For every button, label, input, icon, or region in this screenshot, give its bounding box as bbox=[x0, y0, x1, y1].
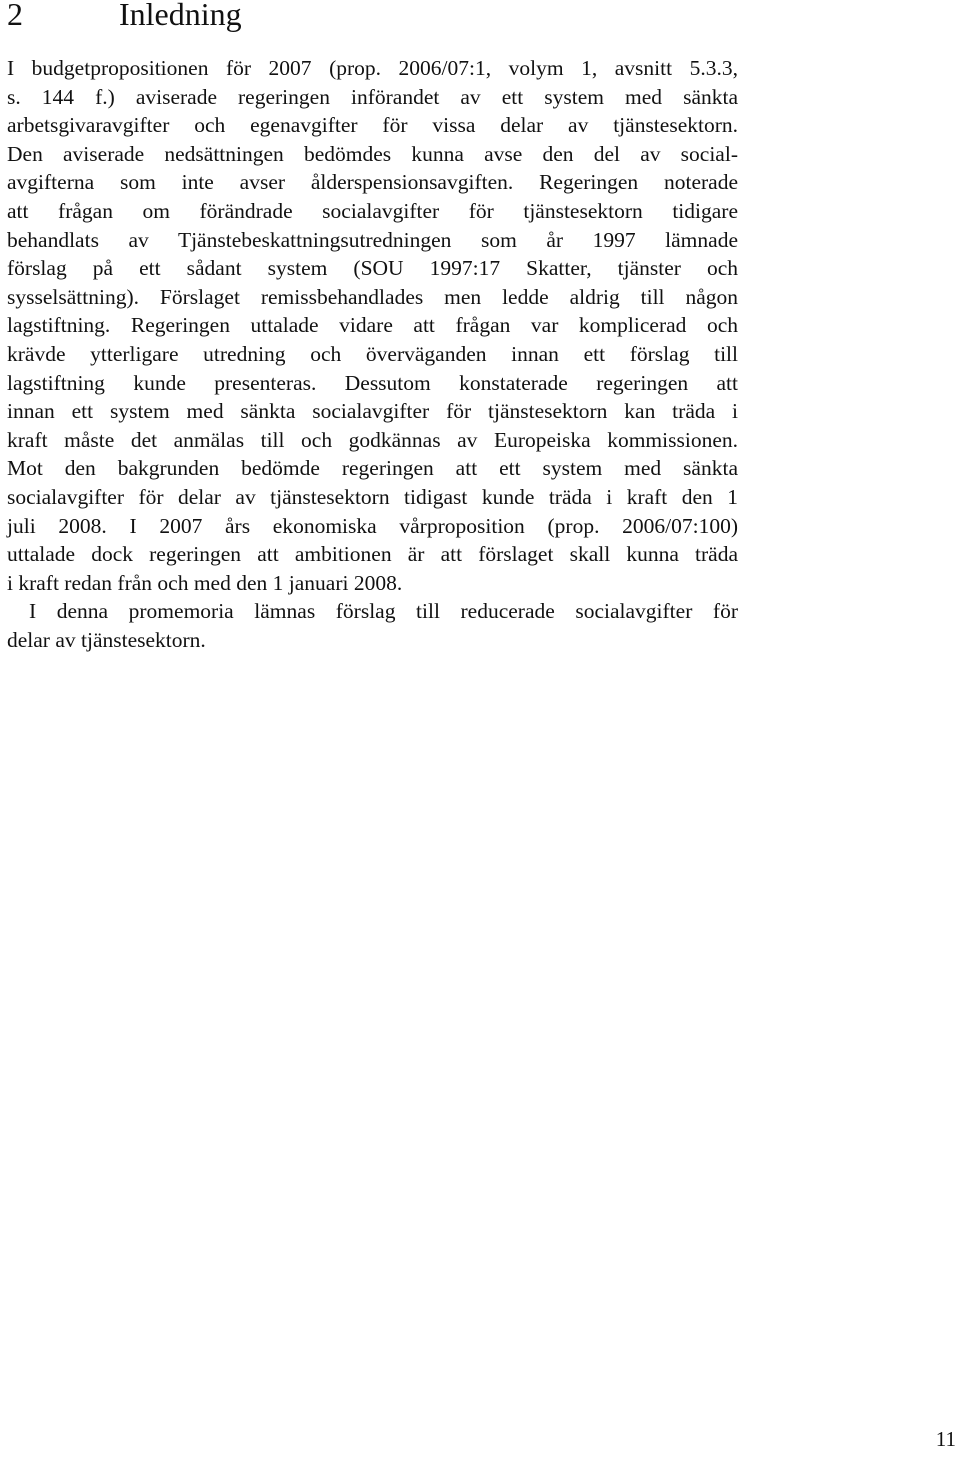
body-text bbox=[7, 54, 738, 654]
text-line: avgifterna som inte avser ålderspensionsavgiften. Regeringen noterade bbox=[7, 170, 738, 195]
text-line: innan ett system med sänkta socialavgifter för tjänstesektorn kan träda i bbox=[7, 399, 738, 424]
text-line: i kraft redan från och med den 1 januari 2008. bbox=[7, 570, 403, 595]
paragraph bbox=[7, 597, 738, 654]
text-line: förslag på ett sådant system (SOU 1997:17 Skatter, tjänster och bbox=[7, 256, 738, 281]
text-line: juli 2008. I 2007 års ekonomiska vårproposition (prop. 2006/07:100) bbox=[7, 513, 738, 538]
text-line: krävde ytterligare utredning och överväganden innan ett förslag till bbox=[7, 341, 738, 366]
text-line: kraft måste det anmälas till och godkännas av Europeiska kommissionen. bbox=[7, 427, 738, 452]
text-line: I denna promemoria lämnas förslag till reducerade socialavgifter för bbox=[29, 599, 738, 624]
text-line: s. 144 f.) aviserade regeringen införandet av ett system med sänkta bbox=[7, 84, 738, 109]
text-line: delar av tjänstesektorn. bbox=[7, 627, 206, 652]
text-line: socialavgifter för delar av tjänstesektorn tidigast kunde träda i kraft den 1 bbox=[7, 484, 738, 509]
text-line: sysselsättning). Förslaget remissbehandlades men ledde aldrig till någon bbox=[7, 284, 738, 309]
paragraph bbox=[7, 54, 738, 597]
text-line: I budgetpropositionen för 2007 (prop. 2006/07:1, volym 1, avsnitt 5.3.3, bbox=[7, 56, 738, 80]
text-line: lagstiftning kunde presenteras. Dessutom konstaterade regeringen att bbox=[7, 370, 738, 395]
text-line: Mot den bakgrunden bedömde regeringen att ett system med sänkta bbox=[7, 456, 738, 481]
text-line: att frågan om förändrade socialavgifter för tjänstesektorn tidigare bbox=[7, 198, 738, 223]
text-line: behandlats av Tjänstebeskattningsutredningen som år 1997 lämnade bbox=[7, 227, 738, 252]
text-line: lagstiftning. Regeringen uttalade vidare att frågan var komplicerad och bbox=[7, 313, 738, 338]
text-line: arbetsgivaravgifter och egenavgifter för vissa delar av tjänstesektorn. bbox=[7, 113, 738, 138]
section-number: 2 bbox=[7, 0, 23, 32]
section-title: Inledning bbox=[119, 0, 242, 32]
section-heading bbox=[7, 0, 242, 34]
page-number: 11 bbox=[935, 1427, 956, 1451]
text-line: uttalade dock regeringen att ambitionen är att förslaget skall kunna träda bbox=[7, 542, 738, 567]
text-line: Den aviserade nedsättningen bedömdes kunna avse den del av social- bbox=[7, 141, 738, 166]
